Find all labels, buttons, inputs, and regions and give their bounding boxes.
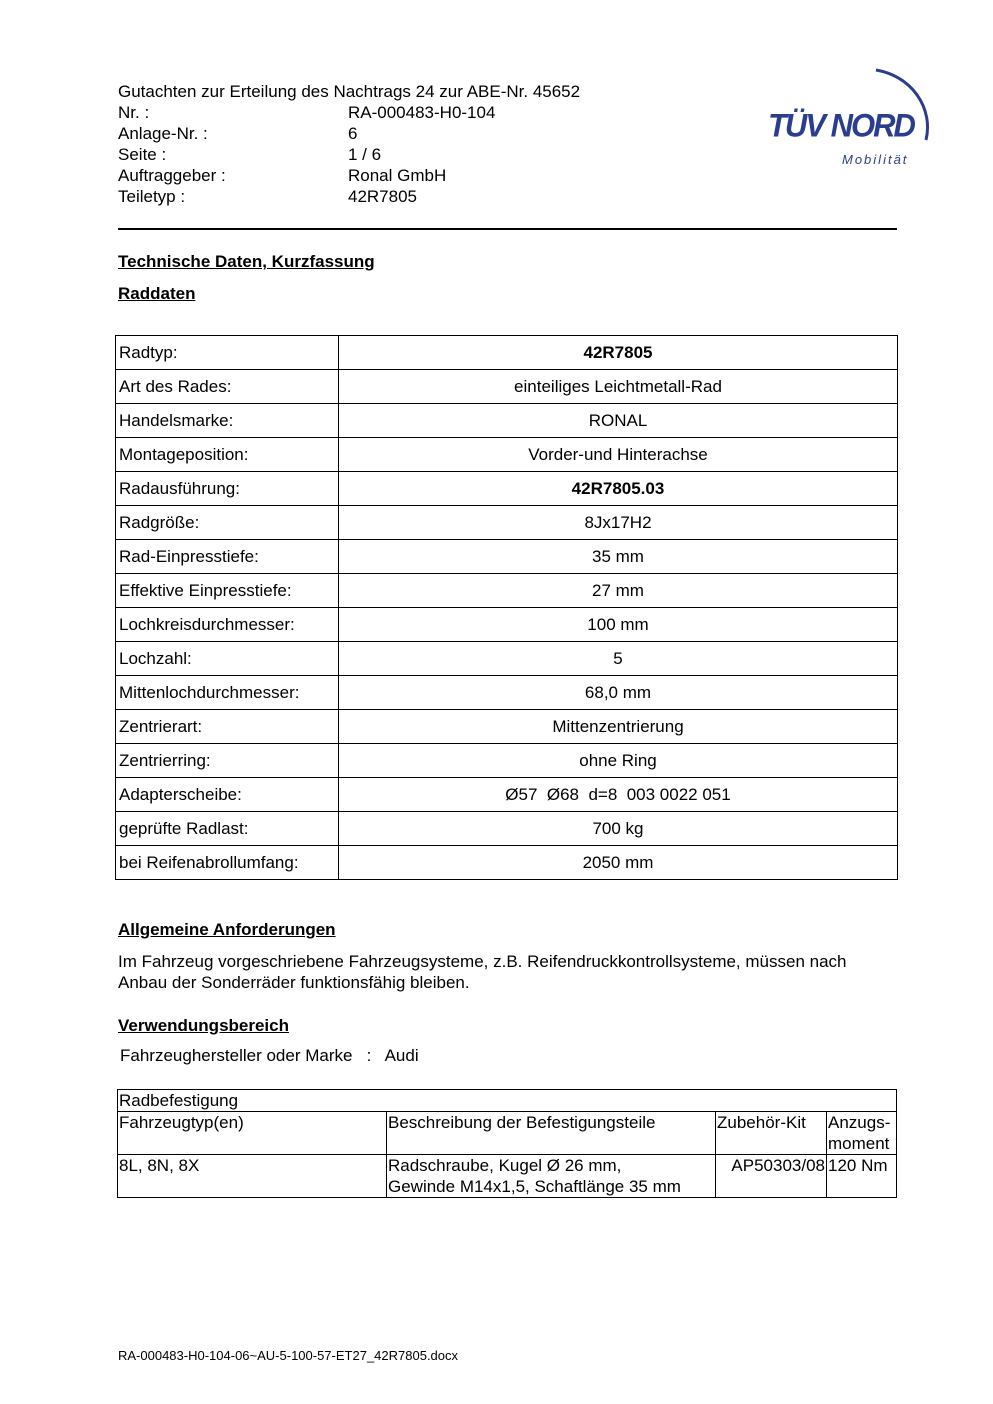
table-cell: Radschraube, Kugel Ø 26 mm, Gewinde M14x1,5, Schaftlänge 35 mm — [387, 1155, 716, 1198]
row-value: 42R7805.03 — [339, 472, 898, 506]
tuv-nord-logo — [764, 58, 944, 173]
header-label: Auftraggeber : — [118, 166, 226, 185]
row-label: Lochzahl: — [116, 642, 339, 676]
table-header-row — [118, 1112, 897, 1155]
manufacturer-sep: : — [366, 1046, 372, 1065]
allgemein-paragraph: Im Fahrzeug vorgeschriebene Fahrzeugsysteme, z.B. Reifendruckkontrollsysteme, müssen nach Anbau der Sonderräder funktionsfähig bleiben. — [118, 952, 847, 992]
table-row — [116, 778, 898, 812]
manufacturer-value: Audi — [384, 1046, 419, 1065]
header-label: Teiletyp : — [118, 187, 186, 206]
table-row — [116, 506, 898, 540]
header-row-seite — [118, 144, 580, 165]
row-label: Radgröße: — [116, 506, 339, 540]
table-row — [116, 574, 898, 608]
table-cell: AP50303/08 — [716, 1155, 827, 1198]
row-label: Rad-Einpresstiefe: — [116, 540, 339, 574]
header-label: Nr. : — [118, 103, 150, 122]
header-label: Seite : — [118, 145, 167, 164]
table-row — [116, 744, 898, 778]
manufacturer-line — [120, 1046, 419, 1066]
row-label: Zentrierring: — [116, 744, 339, 778]
column-header: Anzugs- moment — [827, 1112, 897, 1155]
footer-filename: RA-000483-H0-104-06~AU-5-100-57-ET27_42R7805.docx — [118, 1348, 459, 1363]
row-value: 100 mm — [339, 608, 898, 642]
table-row — [116, 438, 898, 472]
row-value: 42R7805 — [339, 336, 898, 370]
table-row — [116, 472, 898, 506]
row-label: bei Reifenabrollumfang: — [116, 846, 339, 880]
row-value: 68,0 mm — [339, 676, 898, 710]
column-header: Fahrzeugtyp(en) — [118, 1112, 387, 1155]
table-row — [116, 370, 898, 404]
row-value: 8Jx17H2 — [339, 506, 898, 540]
header-row-teiletyp — [118, 186, 580, 207]
manufacturer-label: Fahrzeughersteller oder Marke — [120, 1046, 353, 1065]
header-row-auftraggeber — [118, 165, 580, 186]
row-value: Ø57 Ø68 d=8 003 0022 051 — [339, 778, 898, 812]
column-header: Beschreibung der Befestigungsteile — [387, 1112, 716, 1155]
row-label: Montageposition: — [116, 438, 339, 472]
row-label: Handelsmarke: — [116, 404, 339, 438]
table-row — [116, 540, 898, 574]
table-row — [116, 336, 898, 370]
section-raddaten-heading: Raddaten — [118, 284, 196, 303]
document-title: Gutachten zur Erteilung des Nachtrags 24 zur ABE-Nr. 45652 — [118, 82, 581, 101]
table-row — [118, 1155, 897, 1198]
table-row — [116, 812, 898, 846]
row-value: ohne Ring — [339, 744, 898, 778]
table-row — [116, 404, 898, 438]
row-value: 5 — [339, 642, 898, 676]
table-row — [116, 642, 898, 676]
header-label: Anlage-Nr. : — [118, 124, 208, 143]
table-row — [116, 676, 898, 710]
header-row-nr — [118, 102, 580, 123]
header-value: 6 — [348, 124, 358, 143]
row-value: Vorder-und Hinterachse — [339, 438, 898, 472]
table-cell: 8L, 8N, 8X — [118, 1155, 387, 1198]
row-label: Effektive Einpresstiefe: — [116, 574, 339, 608]
row-label: Radtyp: — [116, 336, 339, 370]
row-value: 35 mm — [339, 540, 898, 574]
row-label: Mittenlochdurchmesser: — [116, 676, 339, 710]
table-row — [116, 608, 898, 642]
section-allgemein-heading: Allgemeine Anforderungen — [118, 920, 336, 939]
table-row — [116, 710, 898, 744]
section-technical-heading: Technische Daten, Kurzfassung — [118, 252, 375, 271]
raddaten-table — [115, 335, 898, 880]
header-value: 42R7805 — [348, 187, 418, 206]
row-value: 27 mm — [339, 574, 898, 608]
header-value: RA-000483-H0-104 — [348, 103, 496, 122]
row-label: Zentrierart: — [116, 710, 339, 744]
row-value: einteiliges Leichtmetall-Rad — [339, 370, 898, 404]
section-verwendung-heading: Verwendungsbereich — [118, 1016, 289, 1035]
header-value: 1 / 6 — [348, 145, 382, 164]
row-label: geprüfte Radlast: — [116, 812, 339, 846]
header-divider — [118, 228, 897, 230]
header-row-anlage — [118, 123, 580, 144]
row-label: Adapterscheibe: — [116, 778, 339, 812]
table-title: Radbefestigung — [118, 1090, 897, 1112]
row-label: Radausführung: — [116, 472, 339, 506]
row-value: RONAL — [339, 404, 898, 438]
column-header: Zubehör-Kit — [716, 1112, 827, 1155]
row-label: Lochkreisdurchmesser: — [116, 608, 339, 642]
logo-subtitle: Mobilität — [842, 152, 909, 167]
row-label: Art des Rades: — [116, 370, 339, 404]
logo-brand: TÜV NORD — [768, 107, 914, 144]
table-row — [116, 846, 898, 880]
row-value: 700 kg — [339, 812, 898, 846]
document-header — [118, 81, 580, 207]
row-value: 2050 mm — [339, 846, 898, 880]
befestigung-table — [117, 1089, 897, 1198]
table-cell: 120 Nm — [827, 1155, 897, 1198]
row-value: Mittenzentrierung — [339, 710, 898, 744]
table-title-row — [118, 1090, 897, 1112]
header-value: Ronal GmbH — [348, 166, 447, 185]
